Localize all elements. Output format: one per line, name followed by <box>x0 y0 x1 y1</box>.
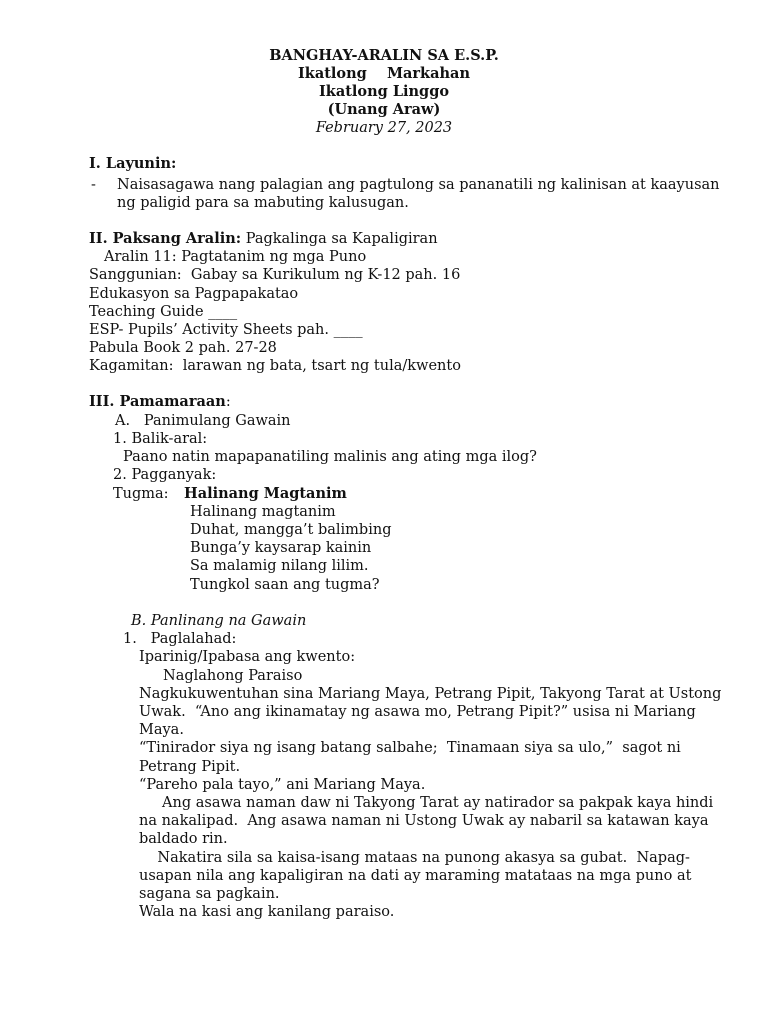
story-line: baldado rin. <box>139 831 228 847</box>
review-question: Paano natin mapapanatiling malinis ang ating mga ilog? <box>123 449 537 465</box>
week-heading: Ikatlong Linggo <box>318 83 450 100</box>
objective-line-1: Naisasagawa nang palagian ang pagtulong sa pananatili ng kalinisan at kaayusan <box>117 177 720 193</box>
rhyme-label: Tugma: <box>113 486 169 502</box>
activity-sheets-line: ESP- Pupils’ Activity Sheets pah. ____ <box>89 322 363 338</box>
story-title: Naglahong Paraiso <box>163 668 303 684</box>
rhyme-question: Tungkol saan ang tugma? <box>190 577 380 593</box>
story-line: Maya. <box>139 722 184 738</box>
story-line: Petrang Pipit. <box>139 759 241 775</box>
story-line: Uwak. “Ano ang ikinamatay ng asawa mo, Petrang Pipit?” usisa ni Mariang <box>139 704 696 720</box>
story-line: Ang asawa naman daw ni Takyong Tarat ay natirador sa pakpak kaya hindi <box>139 795 714 811</box>
presentation-heading: 1. Paglalahad: <box>123 631 237 647</box>
story-line: Nagkukuwentuhan sina Mariang Maya, Petrang Pipit, Takyong Tarat at Ustong <box>139 686 722 702</box>
subject-topic: Pagkalinga sa Kapaligiran <box>241 231 438 247</box>
story-line: sagana sa pagkain. <box>139 886 280 902</box>
rhyme-line: Bunga’y kaysarap kainin <box>190 540 372 556</box>
day-heading: (Unang Araw) <box>327 101 441 118</box>
story-line: usapan nila ang kapaligiran na dati ay maraming matataas na mga puno at <box>139 868 692 884</box>
review-heading: 1. Balik-aral: <box>113 431 208 447</box>
story-line: Wala na kasi ang kanilang paraiso. <box>139 904 395 920</box>
objective-line-2: ng paligid para sa mabuting kalusugan. <box>117 195 409 211</box>
story-instruction: Iparinig/Ipabasa ang kwento: <box>139 649 356 665</box>
quarter-heading: Ikatlong Markahan <box>298 65 470 82</box>
objectives-heading: I. Layunin: <box>89 155 177 172</box>
document-title: BANGHAY-ARALIN SA E.S.P. <box>269 47 499 64</box>
subject-heading: II. Paksang Aralin: <box>89 230 242 247</box>
story-line: na nakalipad. Ang asawa naman ni Ustong Uwak ay nabaril sa katawan kaya <box>139 813 709 829</box>
fable-book-line: Pabula Book 2 pah. 27-28 <box>89 340 277 356</box>
subject-matter-line <box>89 230 438 248</box>
reference-line: Sanggunian: Gabay sa Kurikulum ng K-12 pah. 16 <box>89 267 461 283</box>
part-b-heading: B. Panlinang na Gawain <box>131 613 307 629</box>
teaching-guide-line: Teaching Guide ____ <box>89 304 238 320</box>
procedure-heading-line <box>89 393 231 411</box>
rhyme-line: Sa malamig nilang lilim. <box>190 558 369 574</box>
procedure-heading: III. Pamamaraan <box>89 393 226 410</box>
objective-bullet: - <box>91 177 96 193</box>
motivation-heading: 2. Pagganyak: <box>113 467 217 483</box>
procedure-heading-colon: : <box>225 394 231 410</box>
story-line: Nakatira sila sa kaisa-isang mataas na punong akasya sa gubat. Napag- <box>139 850 690 866</box>
rhyme-title: Halinang Magtanim <box>184 485 347 502</box>
materials-line: Kagamitan: larawan ng bata, tsart ng tula/kwento <box>89 358 461 374</box>
rhyme-line: Halinang magtanim <box>190 504 336 520</box>
rhyme-line: Duhat, mangga’t balimbing <box>190 522 392 538</box>
story-line: “Pareho pala tayo,” ani Mariang Maya. <box>139 777 426 793</box>
subject-name: Edukasyon sa Pagpapakatao <box>89 286 299 302</box>
lesson-title: Aralin 11: Pagtatanim ng mga Puno <box>104 249 367 265</box>
part-a-heading: A. Panimulang Gawain <box>115 413 291 429</box>
date-heading: February 27, 2023 <box>315 120 453 136</box>
story-line: “Tinirador siya ng isang batang salbahe; Tinamaan siya sa ulo,” sagot ni <box>139 740 681 756</box>
